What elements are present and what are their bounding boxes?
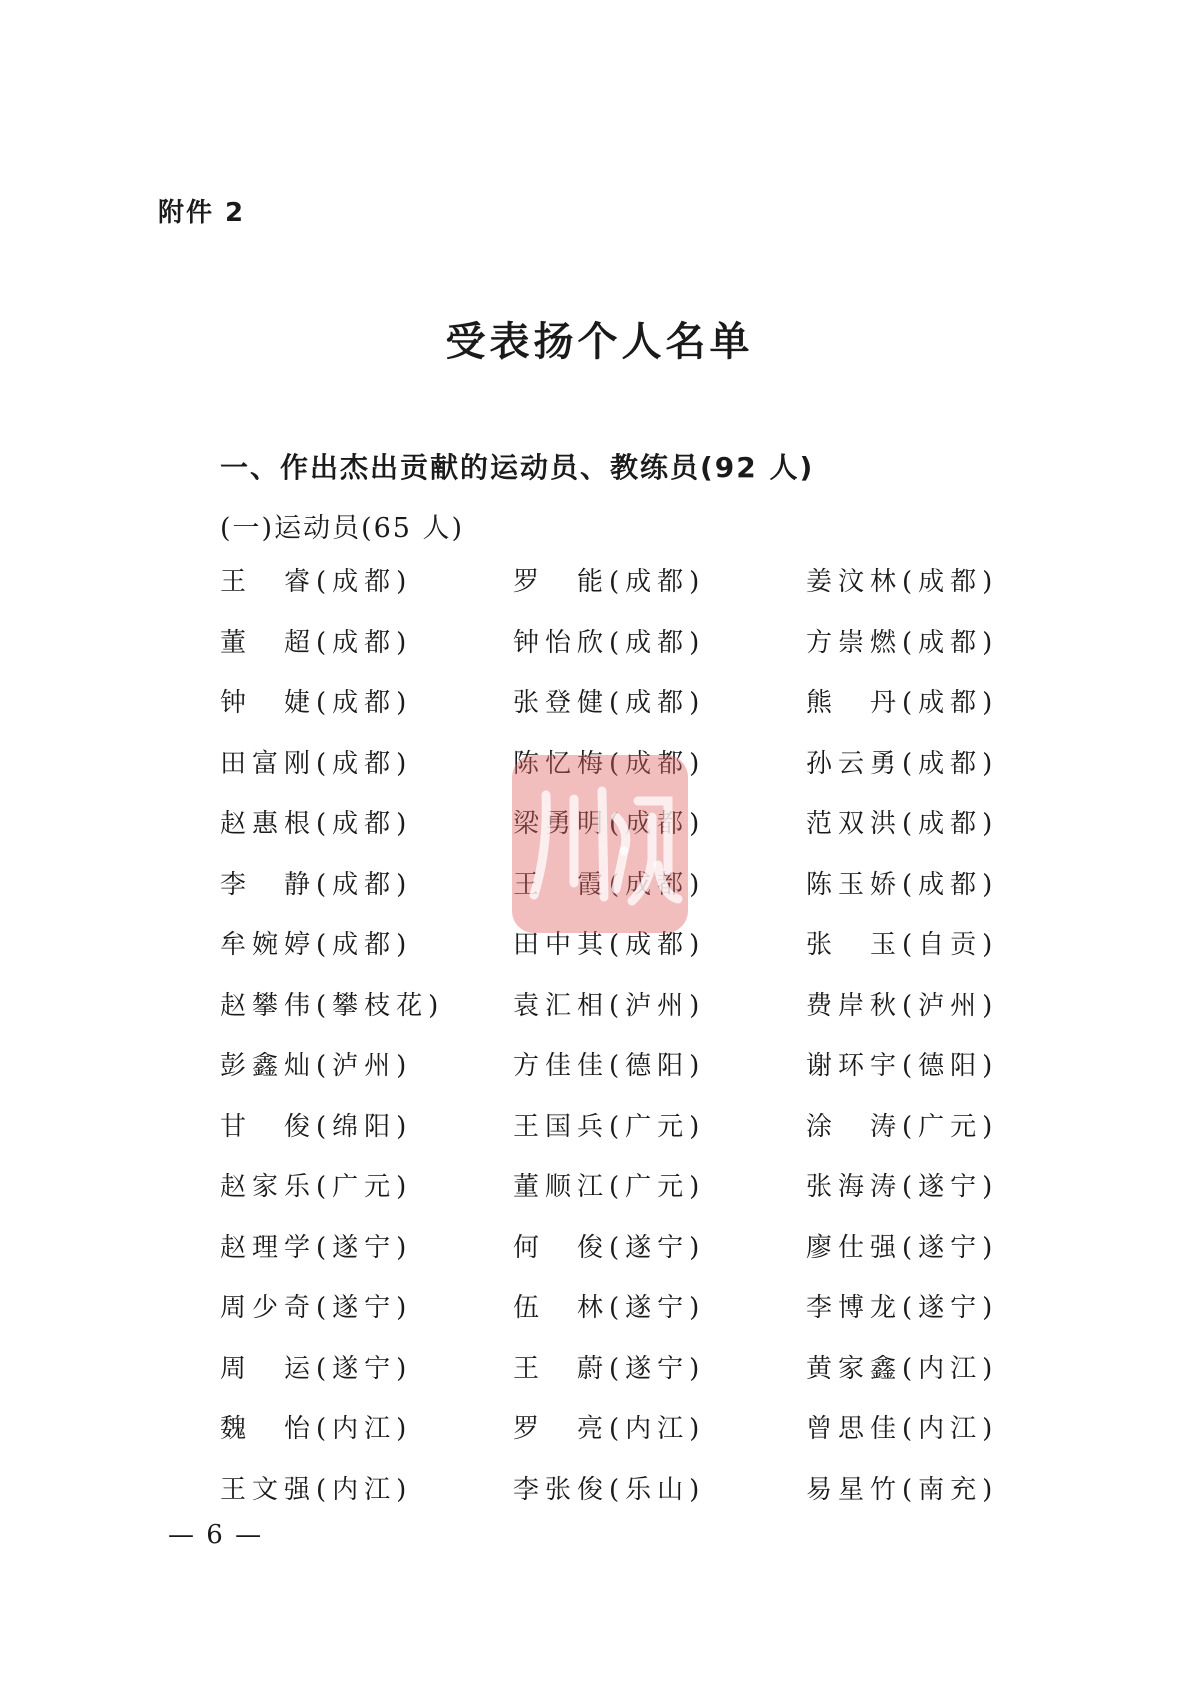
list-item: 方崇燃(成都) xyxy=(806,627,999,658)
list-item: 孙云勇(成都) xyxy=(806,748,999,779)
list-item: 王 霞(成都) xyxy=(513,869,706,900)
list-item: 谢环宇(德阳) xyxy=(806,1051,999,1081)
list-item: 张海涛(遂宁) xyxy=(806,1172,999,1202)
page-title: 受表扬个人名单 xyxy=(445,318,754,365)
list-item: 易星竹(南充) xyxy=(806,1474,999,1505)
list-item: 彭鑫灿(泸州) xyxy=(220,1051,413,1081)
list-item: 钟怡欣(成都) xyxy=(513,627,706,658)
list-item: 周少奇(遂宁) xyxy=(220,1293,413,1323)
list-item: 甘 俊(绵阳) xyxy=(220,1111,413,1142)
subsection-heading: (一)运动员(65 人) xyxy=(220,513,465,544)
list-item: 王国兵(广元) xyxy=(513,1111,706,1142)
list-item: 张登健(成都) xyxy=(513,688,706,718)
list-item: 董顺江(广元) xyxy=(513,1172,706,1202)
list-item: 伍 林(遂宁) xyxy=(513,1293,706,1323)
list-item: 赵理学(遂宁) xyxy=(220,1232,413,1263)
list-item: 钟 婕(成都) xyxy=(220,688,413,718)
list-item: 田中其(成都) xyxy=(513,930,706,960)
list-item: 袁汇相(泸州) xyxy=(513,990,706,1021)
list-item: 范双洪(成都) xyxy=(806,809,999,839)
list-item: 李博龙(遂宁) xyxy=(806,1293,999,1323)
list-item: 涂 涛(广元) xyxy=(806,1111,999,1142)
list-item: 罗 亮(内江) xyxy=(513,1414,706,1444)
page-number: — 6 — xyxy=(168,1520,264,1550)
section-heading: 一、作出杰出贡献的运动员、教练员(92 人) xyxy=(220,451,815,484)
list-item: 田富刚(成都) xyxy=(220,748,413,779)
list-item: 牟婉婷(成都) xyxy=(220,930,413,960)
list-item: 赵攀伟(攀枝花) xyxy=(220,990,445,1021)
list-item: 梁勇明(成都) xyxy=(513,809,706,839)
name-list xyxy=(220,560,1020,1528)
list-item: 方佳佳(德阳) xyxy=(513,1051,706,1081)
list-item: 熊 丹(成都) xyxy=(806,688,999,718)
list-item: 周 运(遂宁) xyxy=(220,1353,413,1384)
list-item: 赵惠根(成都) xyxy=(220,809,413,839)
list-item: 李张俊(乐山) xyxy=(513,1474,706,1505)
list-item: 罗 能(成都) xyxy=(513,567,706,597)
list-item: 王 蔚(遂宁) xyxy=(513,1353,706,1384)
list-item: 魏 怡(内江) xyxy=(220,1414,413,1444)
list-item: 何 俊(遂宁) xyxy=(513,1232,706,1263)
list-item: 董 超(成都) xyxy=(220,627,413,658)
watermark-glyph-icon xyxy=(512,755,688,933)
list-item: 陈玉娇(成都) xyxy=(806,869,999,900)
list-item: 黄家鑫(内江) xyxy=(806,1353,999,1384)
list-item: 张 玉(自贡) xyxy=(806,930,999,960)
watermark-logo xyxy=(512,755,688,933)
list-item: 陈忆梅(成都) xyxy=(513,748,706,779)
list-item: 赵家乐(广元) xyxy=(220,1172,413,1202)
list-item: 姜汶林(成都) xyxy=(806,567,999,597)
list-item: 费岸秋(泸州) xyxy=(806,990,999,1021)
list-item: 李 静(成都) xyxy=(220,869,413,900)
list-item: 曾思佳(内江) xyxy=(806,1414,999,1444)
attachment-label: 附件 2 xyxy=(158,198,246,228)
list-item: 廖仕强(遂宁) xyxy=(806,1232,999,1263)
list-item: 王文强(内江) xyxy=(220,1474,413,1505)
list-item: 王 睿(成都) xyxy=(220,567,413,597)
